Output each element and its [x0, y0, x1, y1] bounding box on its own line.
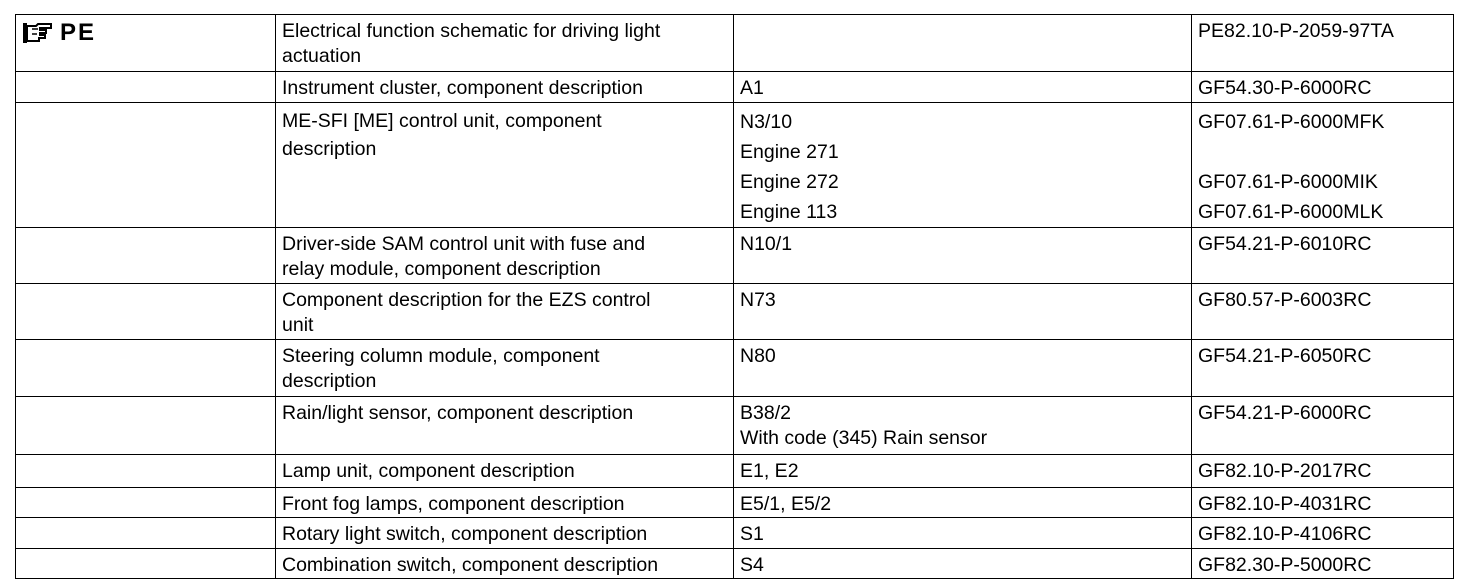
pointing-hand-icon [22, 22, 54, 44]
description-text: Rotary light switch, component description [282, 523, 648, 545]
description-text: actuation [282, 45, 362, 67]
description-cell [276, 397, 734, 455]
description-text: Instrument cluster, component description [282, 77, 643, 99]
reference-cell [1192, 397, 1454, 455]
reference-link[interactable]: GF82.30-P-5000RC [1198, 554, 1372, 576]
marker-cell [16, 488, 276, 518]
reference-cell [1192, 549, 1454, 579]
marker-cell [16, 549, 276, 579]
reference-cell [1192, 15, 1454, 72]
component-code: B38/2 [740, 402, 791, 424]
description-cell [276, 488, 734, 518]
description-cell [276, 103, 734, 228]
description-text: description [282, 370, 377, 392]
description-cell [276, 284, 734, 340]
reference-blank [1198, 137, 1449, 167]
table-row [16, 518, 1454, 549]
description-text: relay module, component description [282, 258, 601, 280]
description-cell [276, 228, 734, 284]
reference-link[interactable]: GF82.10-P-2017RC [1198, 460, 1372, 482]
engine-variant: Engine 272 [740, 171, 839, 193]
table-row [16, 397, 1454, 455]
reference-link[interactable]: GF82.10-P-4106RC [1198, 523, 1372, 545]
description-text: Lamp unit, component description [282, 460, 575, 482]
description-text: unit [282, 314, 314, 336]
marker-cell [16, 455, 276, 488]
reference-table [15, 14, 1454, 579]
component-cell [734, 455, 1192, 488]
reference-cell [1192, 455, 1454, 488]
marker-cell [16, 340, 276, 397]
component-cell [734, 284, 1192, 340]
table-row [16, 228, 1454, 284]
reference-cell [1192, 518, 1454, 549]
description-text: Component description for the EZS control [282, 289, 651, 311]
marker-cell [16, 228, 276, 284]
table-row [16, 103, 1454, 228]
description-text: Rain/light sensor, component description [282, 402, 634, 424]
component-cell [734, 397, 1192, 455]
marker-cell [16, 72, 276, 103]
description-cell [276, 340, 734, 397]
table-row [16, 15, 1454, 72]
component-cell [734, 488, 1192, 518]
component-note: With code (345) Rain sensor [740, 427, 988, 449]
component-cell [734, 518, 1192, 549]
reference-link[interactable]: GF82.10-P-4031RC [1198, 493, 1372, 515]
reference-link[interactable]: GF07.61-P-6000MFK [1198, 111, 1385, 133]
component-cell [734, 549, 1192, 579]
reference-link[interactable]: GF54.21-P-6010RC [1198, 233, 1372, 255]
table-row [16, 284, 1454, 340]
description-cell [276, 72, 734, 103]
marker-cell [16, 397, 276, 455]
description-text: Driver-side SAM control unit with fuse and [282, 233, 646, 255]
reference-cell [1192, 488, 1454, 518]
engine-variant: Engine 271 [740, 141, 839, 163]
reference-cell [1192, 340, 1454, 397]
engine-variant: Engine 113 [740, 201, 838, 223]
reference-cell [1192, 72, 1454, 103]
description-text: Front fog lamps, component description [282, 493, 625, 515]
description-cell [276, 455, 734, 488]
reference-cell [1192, 228, 1454, 284]
component-cell [734, 340, 1192, 397]
description-text: ME-SFI [ME] control unit, component [282, 110, 602, 132]
component-code: N80 [740, 345, 776, 367]
reference-link[interactable]: GF54.30-P-6000RC [1198, 77, 1372, 99]
description-text: Steering column module, component [282, 345, 600, 367]
table-row [16, 455, 1454, 488]
reference-link[interactable]: GF80.57-P-6003RC [1198, 289, 1372, 311]
component-code: A1 [740, 77, 764, 99]
component-code: N3/10 [740, 111, 793, 133]
reference-link[interactable]: PE82.10-P-2059-97TA [1198, 20, 1394, 42]
component-code: S4 [740, 554, 764, 576]
reference-link[interactable]: GF54.21-P-6050RC [1198, 345, 1372, 367]
component-cell [734, 72, 1192, 103]
table-row [16, 488, 1454, 518]
marker-cell [16, 284, 276, 340]
reference-cell [1192, 103, 1454, 228]
marker-cell [16, 518, 276, 549]
table-row [16, 549, 1454, 579]
component-code: E1, E2 [740, 460, 799, 482]
component-code: E5/1, E5/2 [740, 493, 832, 515]
marker-cell [16, 15, 276, 72]
component-cell [734, 15, 1192, 72]
component-code: N10/1 [740, 233, 793, 255]
table-row [16, 340, 1454, 397]
description-text: Electrical function schematic for driving light [282, 20, 661, 42]
reference-link[interactable]: GF07.61-P-6000MIK [1198, 171, 1378, 193]
table-row [16, 72, 1454, 103]
component-code: S1 [740, 523, 764, 545]
component-cell [734, 103, 1192, 228]
description-cell [276, 518, 734, 549]
reference-link[interactable]: GF54.21-P-6000RC [1198, 402, 1372, 424]
description-text: Combination switch, component description [282, 554, 659, 576]
reference-link[interactable]: GF07.61-P-6000MLK [1198, 201, 1384, 223]
component-code: N73 [740, 289, 776, 311]
description-cell [276, 549, 734, 579]
marker-cell [16, 103, 276, 228]
component-cell [734, 228, 1192, 284]
description-text: description [282, 138, 377, 160]
reference-cell [1192, 284, 1454, 340]
description-cell [276, 15, 734, 72]
pe-label: PE [60, 19, 97, 46]
